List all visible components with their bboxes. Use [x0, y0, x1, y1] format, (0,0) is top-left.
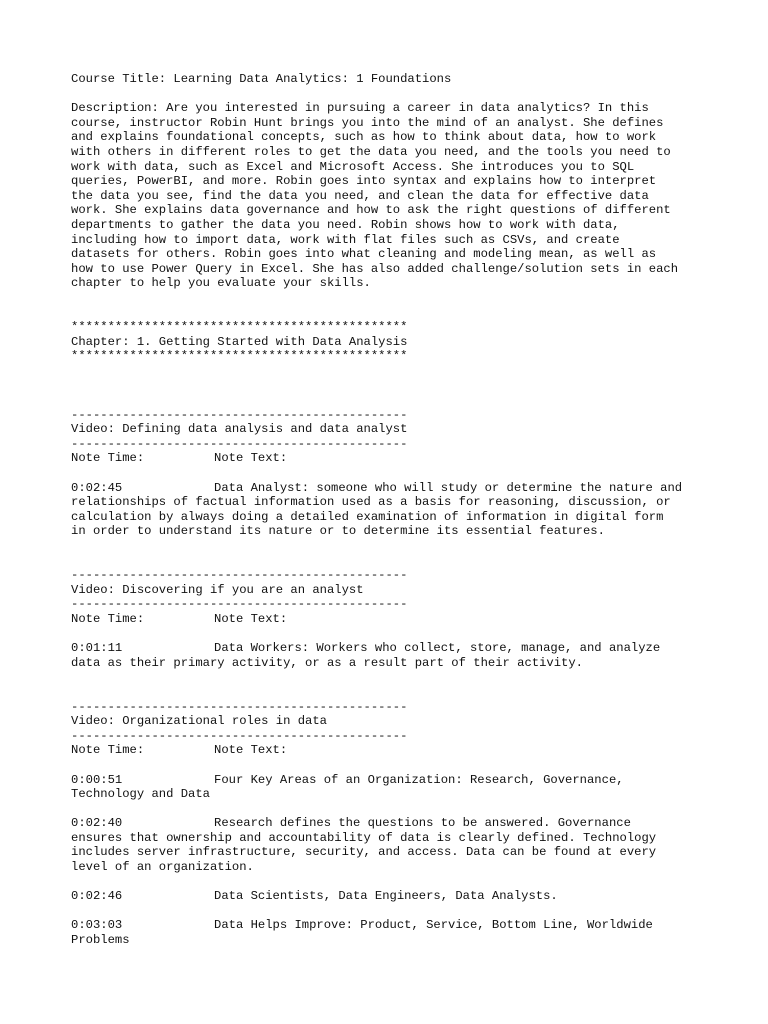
description-line: the data you see, find the data you need, and clean the data for effective data — [71, 188, 649, 203]
course-title: Course Title: Learning Data Analytics: 1 Foundations — [71, 72, 452, 86]
video-divider: ---------------------------------------------- — [71, 699, 408, 714]
video-section — [71, 568, 711, 670]
description-line: and explains foundational concepts, such as how to think about data, how to work — [71, 130, 657, 145]
note-entry — [71, 816, 711, 874]
note-text-header: Note Text: — [214, 451, 288, 466]
note-text: Data Workers: Workers who collect, store, manage, and analyze — [214, 641, 661, 656]
description-line: Description: Are you interested in pursuing a career in data analytics? In this — [71, 101, 649, 116]
document-page — [71, 72, 711, 948]
chapter-header — [71, 320, 711, 364]
note-text-continued: relationships of factual information used as a basis for reasoning, discussion, or — [71, 495, 671, 510]
note-entry — [71, 641, 711, 670]
video-title: Video: Organizational roles in data — [71, 714, 327, 729]
video-divider: ---------------------------------------------- — [71, 407, 408, 422]
note-text: Data Analyst: someone who will study or determine the nature and — [214, 480, 683, 495]
description-line: datasets for others. Robin goes into what cleaning and modeling mean, as well as — [71, 247, 657, 262]
description-line: departments to gather the data you need. Robin shows how to work with data, — [71, 217, 620, 232]
note-entry — [71, 481, 711, 539]
note-time: 0:01:11 — [71, 641, 123, 656]
note-header — [71, 743, 711, 758]
note-time: 0:02:40 — [71, 816, 123, 831]
description-line: including how to import data, work with flat files such as CSVs, and create — [71, 232, 620, 247]
description-line: work with data, such as Excel and Microsoft Access. She introduces you to SQL — [71, 159, 635, 174]
note-text-continued: includes server infrastructure, security, and access. Data can be found at every — [71, 845, 657, 860]
note-text: Data Helps Improve: Product, Service, Bottom Line, Worldwide — [214, 918, 653, 933]
note-text-continued: Technology and Data — [71, 787, 210, 802]
note-text-continued: data as their primary activity, or as a result part of their activity. — [71, 655, 583, 670]
chapter-divider: ********************************************** — [71, 349, 408, 364]
note-time-header: Note Time: — [71, 743, 145, 758]
note-entry — [71, 773, 711, 802]
note-time: 0:03:03 — [71, 918, 123, 933]
description-line: work. She explains data governance and how to ask the right questions of different — [71, 203, 671, 218]
video-divider: ---------------------------------------------- — [71, 436, 408, 451]
note-text-header: Note Text: — [214, 611, 288, 626]
note-time: 0:00:51 — [71, 772, 123, 787]
course-description — [71, 101, 711, 291]
note-text-continued: ensures that ownership and accountability of data is clearly defined. Technology — [71, 830, 657, 845]
note-header — [71, 451, 711, 466]
note-header — [71, 612, 711, 627]
chapter-title: Chapter: 1. Getting Started with Data Analysis — [71, 334, 408, 349]
note-text-continued: calculation by always doing a detailed examination of information in digital form — [71, 509, 664, 524]
video-divider: ---------------------------------------------- — [71, 568, 408, 583]
video-title: Video: Defining data analysis and data analyst — [71, 422, 408, 437]
chapter-divider: ********************************************** — [71, 320, 408, 335]
note-text: Four Key Areas of an Organization: Research, Governance, — [214, 772, 624, 787]
description-line: with others in different roles to get the data you need, and the tools you need to — [71, 144, 671, 159]
note-text-continued: Problems — [71, 933, 130, 948]
description-line: queries, PowerBI, and more. Robin goes into syntax and explains how to interpret — [71, 174, 657, 189]
note-time: 0:02:46 — [71, 889, 123, 904]
video-divider: ---------------------------------------------- — [71, 597, 408, 612]
note-time-header: Note Time: — [71, 611, 145, 626]
note-text: Research defines the questions to be answered. Governance — [214, 816, 631, 831]
note-entry — [71, 918, 711, 947]
description-line: chapter to help you evaluate your skills. — [71, 276, 371, 291]
note-time-header: Note Time: — [71, 451, 145, 466]
note-text: Data Scientists, Data Engineers, Data Analysts. — [214, 889, 558, 904]
video-divider: ---------------------------------------------- — [71, 728, 408, 743]
video-title: Video: Discovering if you are an analyst — [71, 582, 364, 597]
note-text-continued: in order to understand its nature or to determine its essential features. — [71, 524, 605, 539]
video-section — [71, 408, 711, 539]
description-line: course, instructor Robin Hunt brings you into the mind of an analyst. She defines — [71, 115, 664, 130]
note-time: 0:02:45 — [71, 480, 123, 495]
note-text-continued: level of an organization. — [71, 860, 254, 875]
note-text-header: Note Text: — [214, 743, 288, 758]
description-line: how to use Power Query in Excel. She has also added challenge/solution sets in each — [71, 261, 679, 276]
note-entry — [71, 889, 711, 904]
video-section — [71, 700, 711, 948]
